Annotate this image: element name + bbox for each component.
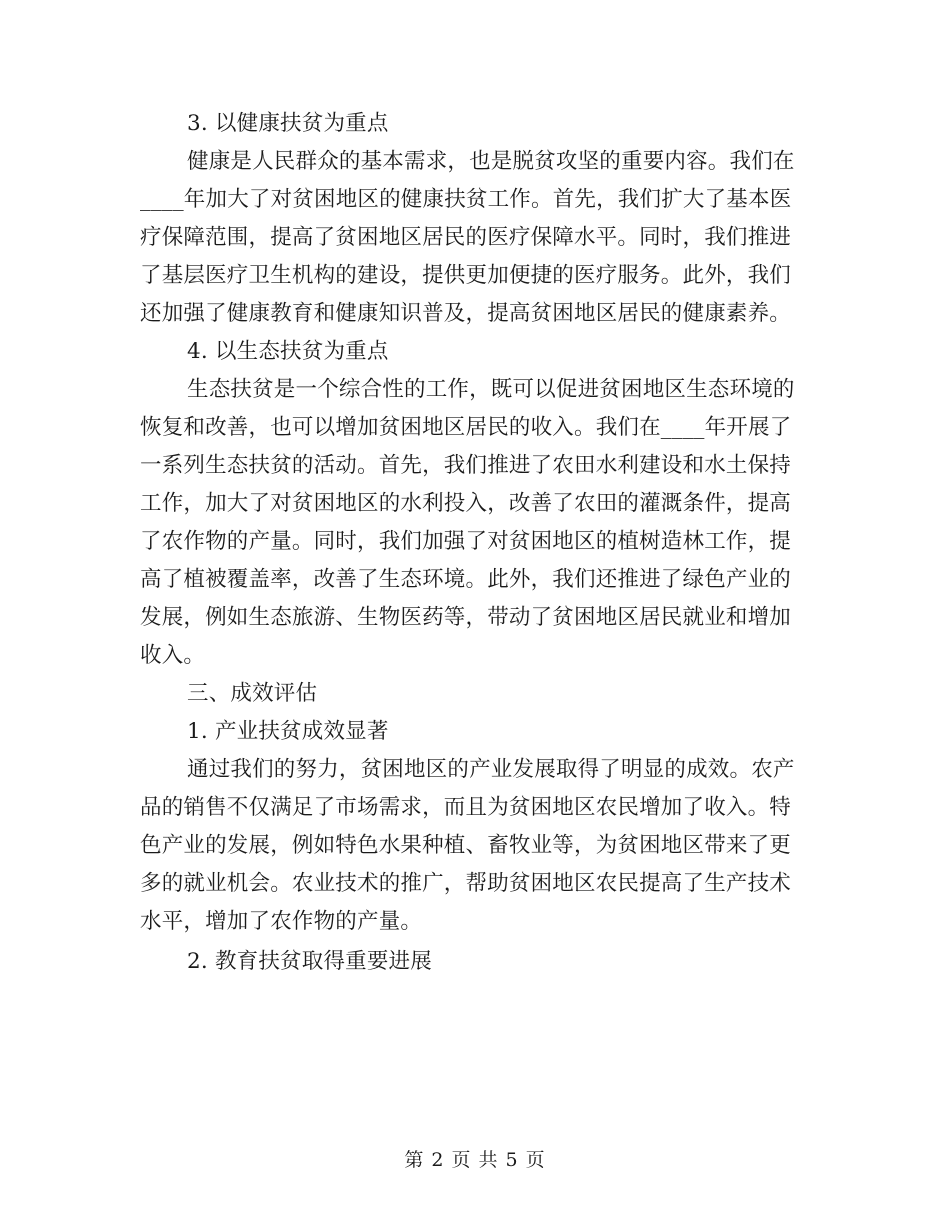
paragraph-ecology	[140, 371, 810, 675]
paragraph-line: 高了植被覆盖率，改善了生态环境。此外，我们还推进了绿色产业的	[140, 567, 792, 592]
paragraph-line: 了农作物的产量。同时，我们加强了对贫困地区的植树造林工作，提	[140, 529, 792, 554]
section-heading-health: 3. 以健康扶贫为重点	[187, 111, 389, 136]
page-body	[140, 105, 810, 981]
section-heading-industry: 1. 产业扶贫成效显著	[187, 719, 389, 744]
paragraph-line: 多的就业机会。农业技术的推广，帮助贫困地区农民提高了生产技术	[140, 871, 792, 896]
paragraph-line: 疗保障范围，提高了贫困地区居民的医疗保障水平。同时，我们推进	[140, 225, 792, 250]
paragraph-line: 收入。	[140, 643, 206, 668]
paragraph-line: ____年加大了对贫困地区的健康扶贫工作。首先，我们扩大了基本医	[140, 187, 792, 212]
chapter-heading-evaluation: 三、成效评估	[187, 681, 318, 706]
paragraph-line: 发展，例如生态旅游、生物医药等，带动了贫困地区居民就业和增加	[140, 605, 792, 630]
paragraph-line: 水平，增加了农作物的产量。	[140, 909, 423, 934]
paragraph-health	[140, 143, 810, 333]
paragraph-line: 生态扶贫是一个综合性的工作，既可以促进贫困地区生态环境的	[187, 377, 795, 402]
paragraph-line: 色产业的发展，例如特色水果种植、畜牧业等，为贫困地区带来了更	[140, 833, 792, 858]
page-number-footer: 第 2 页 共 5 页	[404, 1149, 546, 1171]
paragraph-line: 品的销售不仅满足了市场需求，而且为贫困地区农民增加了收入。特	[140, 795, 792, 820]
paragraph-line: 一系列生态扶贫的活动。首先，我们推进了农田水利建设和水土保持	[140, 453, 792, 478]
paragraph-line: 恢复和改善，也可以增加贫困地区居民的收入。我们在____年开展了	[140, 415, 792, 440]
paragraph-line: 还加强了健康教育和健康知识普及，提高贫困地区居民的健康素养。	[140, 301, 792, 326]
paragraph-line: 了基层医疗卫生机构的建设，提供更加便捷的医疗服务。此外，我们	[140, 263, 792, 288]
section-heading-ecology: 4. 以生态扶贫为重点	[187, 339, 389, 364]
paragraph-industry	[140, 751, 810, 941]
paragraph-line: 通过我们的努力，贫困地区的产业发展取得了明显的成效。农产	[187, 757, 795, 782]
section-heading-education: 2. 教育扶贫取得重要进展	[187, 949, 432, 974]
paragraph-line: 健康是人民群众的基本需求，也是脱贫攻坚的重要内容。我们在	[187, 149, 795, 174]
paragraph-line: 工作，加大了对贫困地区的水利投入，改善了农田的灌溉条件，提高	[140, 491, 792, 516]
